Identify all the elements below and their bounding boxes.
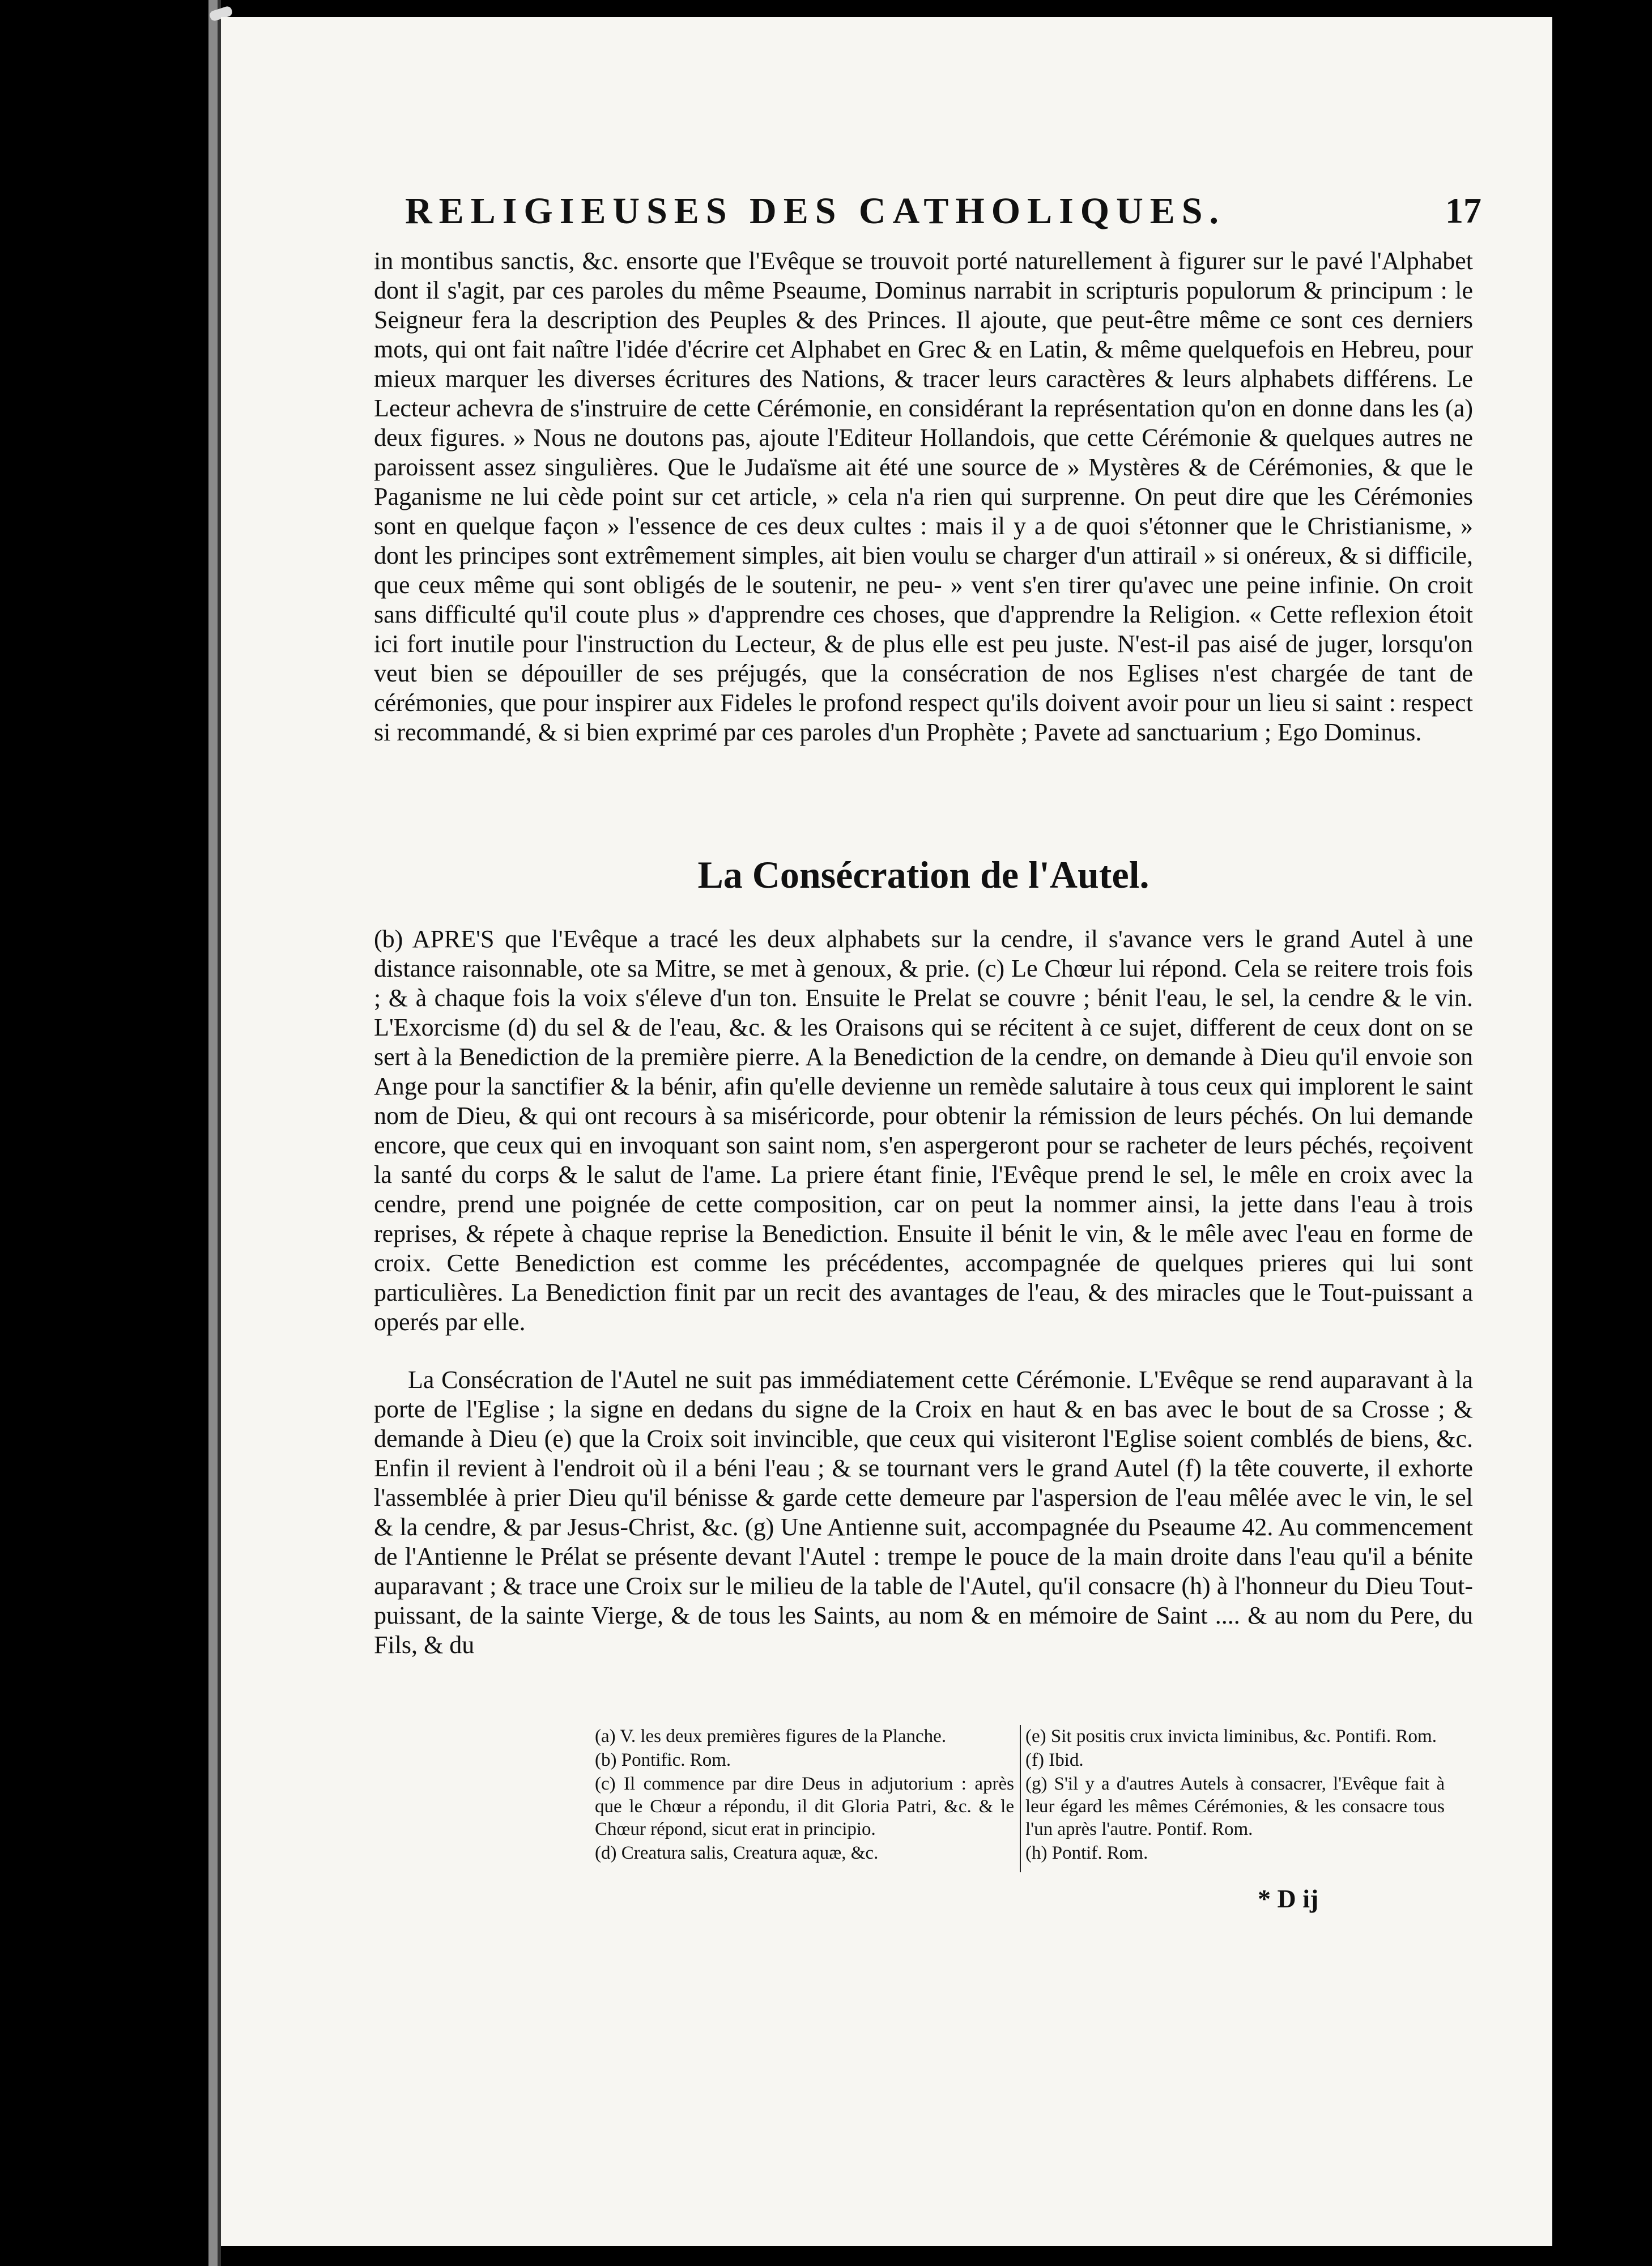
signature-mark: * D ij xyxy=(1258,1884,1319,1913)
footnote-b: (b) Pontific. Rom. xyxy=(595,1750,731,1770)
footnote-g: (g) S'il y a d'autres Autels à consacrer, l'Evêque fait à leur égard les mêmes Cérémonies, & les consacre tous l'un après l'autre. Pontif. Rom. xyxy=(1025,1774,1445,1839)
footnote-f: (f) Ibid. xyxy=(1025,1750,1084,1770)
page-number: 17 xyxy=(1445,190,1481,231)
paragraph-2: (b) APRE'S que l'Evêque a tracé les deux alphabets sur la cendre, il s'avance vers le grand Autel à une distance raisonnable, ote sa Mitre, se met à genoux, & prie. (c) Le Chœur lui répond. Cela se reitere trois fois ; & à chaque fois la voix s'éleve d'un ton. Ensuite le Prelat se couvre ; bénit l'eau, le sel, la cendre & le vin. L'Exorcisme (d) du sel & de l'eau, &c. & les Oraisons qui se récitent à ce sujet, different de ceux dont on se sert à la Benediction de la première pierre. A la Benediction de la cendre, on demande à Dieu qu'il envoie son Ange pour la sanctifier & la bénir, afin qu'elle devienne un remède salutaire à tous ceux qui implorent le saint nom de Dieu, & qui ont recours à sa miséricorde, pour obtenir la rémission de leurs péchés. On lui demande encore, que ceux qui en invoquant son saint nom, s'en aspergeront pour se racheter de leurs péchés, reçoivent la santé du corps & le salut de l'ame. La priere étant finie, l'Evêque prend le sel, le mêle en croix avec la cendre, prend une poignée de cette composition, car on peut la nommer ainsi, la jette dans l'eau à trois reprises, & répete à chaque reprise la Benediction. Ensuite il bénit le vin, & le mêle avec l'eau en forme de croix. Cette Benediction est comme les précédentes, accompagnée de quelques prieres qui lui sont particulières. La Benediction finit par un recit des avantages de l'eau, & des miracles que le Tout-puissant a operés par elle. xyxy=(374,925,1473,1336)
section-title: La Consécration de l'Autel. xyxy=(697,853,1149,896)
paragraph-3: La Consécration de l'Autel ne suit pas immédiatement cette Cérémonie. L'Evêque se rend auparavant à la porte de l'Eglise ; la signe en dedans du signe de la Croix en haut & en bas avec le bout de sa Crosse ; & demande à Dieu (e) que la Croix soit invincible, que ceux qui visiteront l'Eglise soient comblés de biens, &c. Enfin il revient à l'endroit où il a béni l'eau ; & se tournant vers le grand Autel (f) la tête couverte, il exhorte l'assemblée à prier Dieu qu'il bénisse & garde cette demeure par l'aspersion de l'eau mêlée avec le vin, le sel & la cendre, & par Jesus-Christ, &c. (g) Une Antienne suit, accompagnée du Pseaume 42. Au commencement de l'Antienne le Prélat se présente devant l'Autel : trempe le pouce de la main droite dans l'eau qu'il a bénite auparavant ; & trace une Croix sur le milieu de la table de l'Autel, qu'il consacre (h) à l'honneur du Dieu Tout-puissant, de la sainte Vierge, & de tous les Saints, au nom & en mémoire de Saint .... & au nom du Pere, du Fils, & du xyxy=(374,1366,1473,1659)
running-head xyxy=(405,190,1481,246)
footnotes-right-column xyxy=(1025,1725,1445,1865)
footnote-h: (h) Pontif. Rom. xyxy=(1025,1843,1148,1863)
footnotes xyxy=(374,1725,1484,1895)
footnotes-left-column xyxy=(595,1725,1014,1865)
footnote-e: (e) Sit positis crux invicta liminibus, &c. Pontifi. Rom. xyxy=(1025,1726,1437,1747)
paragraph-1: in montibus sanctis, &c. ensorte que l'Evêque se trouvoit porté naturellement à figurer sur le pavé l'Alphabet dont il s'agit, par ces paroles du même Pseaume, Dominus narrabit in scripturis populorum & principum : le Seigneur fera la description des Peuples & des Princes. Il ajoute, que peut-être même ce sont ces derniers mots, qui ont fait naître l'idée d'écrire cet Alphabet en Grec & en Latin, & même quelquefois en Hebreu, pour mieux marquer les diverses écritures des Nations, & tracer leurs caractères & leurs alphabets différens. Le Lecteur achevra de s'instruire de cette Cérémonie, en considérant la représentation qu'on en donne dans les (a) deux figures. » Nous ne doutons pas, ajoute l'Editeur Hollandois, que cette Cérémonie & quelques autres ne paroissent assez singulières. Que le Judaïsme ait été une source de » Mystères & de Cérémonies, & que le Paganisme ne lui cède point sur cet article, » cela n'a rien qui surprenne. On peut dire que les Cérémonies sont en quelque façon » l'essence de ces deux cultes : mais il y a de quoi s'étonner que le Christianisme, » dont les principes sont extrêmement simples, ait bien voulu se charger d'un attirail » si onéreux, & si difficile, que ceux même qui sont obligés de le soutenir, ne peu- » vent s'en tirer qu'avec une peine infinie. On croit sans difficulté qu'il coute plus » d'apprendre ces choses, que d'apprendre la Religion. « Cette reflexion étoit ici fort inutile pour l'instruction du Lecteur, & de plus elle est peu juste. N'est-il pas aisé de juger, lorsqu'on veut bien se dépouiller de ses préjugés, que la consécration de nos Eglises n'est chargée de tant de cérémonies, que pour inspirer aux Fideles le profond respect qu'ils doivent avoir pour un lieu si saint : respect si recommandé, & si bien exprimé par ces paroles d'un Prophète ; Pavete ad sanctuarium ; Ego Dominus. xyxy=(374,247,1473,746)
footnote-d: (d) Creatura salis, Creatura aquæ, &c. xyxy=(595,1843,879,1863)
footnote-a: (a) V. les deux premières figures de la Planche. xyxy=(595,1726,947,1747)
footnote-divider xyxy=(1020,1725,1021,1872)
footnote-c: (c) Il commence par dire Deus in adjutorium : après que le Chœur a répondu, il dit Gloria Patri, &c. & le Chœur répond, sicut erat in principio. xyxy=(595,1774,1014,1839)
book-page xyxy=(221,17,1552,2246)
book-spine-edge xyxy=(208,0,218,2266)
running-head-title: RELIGIEUSES DES CATHOLIQUES. xyxy=(405,190,1225,232)
